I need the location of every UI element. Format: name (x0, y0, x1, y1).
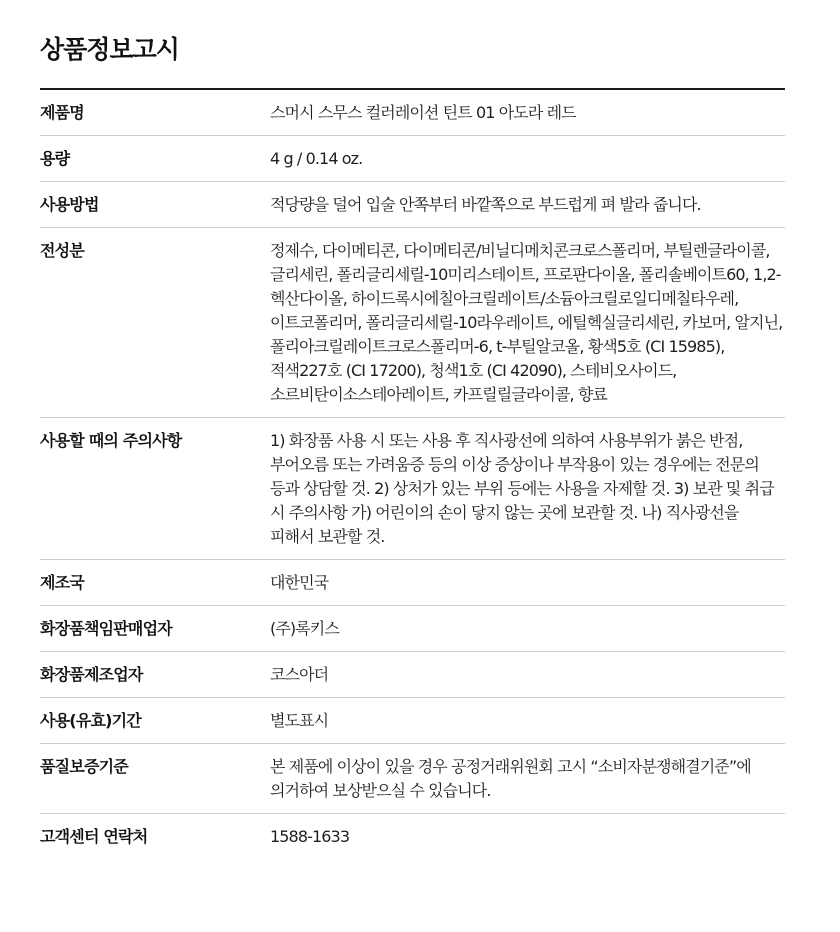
row-label: 화장품제조업자 (40, 665, 143, 684)
row-label: 화장품책임판매업자 (40, 619, 172, 638)
row-precautions (40, 418, 785, 560)
row-label: 제품명 (40, 103, 84, 122)
row-value: 별도표시 (270, 711, 329, 730)
row-customer-center (40, 814, 785, 859)
row-value: 대한민국 (270, 573, 329, 592)
info-table (40, 88, 785, 859)
row-expiry (40, 698, 785, 744)
row-label: 용량 (40, 149, 70, 168)
row-label: 품질보증기준 (40, 757, 128, 776)
row-label: 사용방법 (40, 195, 99, 214)
row-country (40, 560, 785, 606)
row-value: 본 제품에 이상이 있을 경우 공정거래위원회 고시 “소비자분쟁해결기준”에 의거하여 보상받으실 수 있습니다. (270, 757, 751, 800)
row-label: 사용할 때의 주의사항 (40, 431, 182, 450)
row-usage (40, 182, 785, 228)
row-product-name (40, 90, 785, 136)
row-value: 코스아더 (270, 665, 329, 684)
row-value: 스머시 스무스 컬러레이션 틴트 01 아도라 레드 (270, 103, 576, 122)
row-value: 1588-1633 (270, 827, 350, 846)
page-title: 상품정보고시 (40, 35, 179, 64)
row-volume (40, 136, 785, 182)
row-quality-standard (40, 744, 785, 814)
row-value: 4 g / 0.14 oz. (270, 149, 363, 168)
row-manufacturer (40, 652, 785, 698)
row-value: 1) 화장품 사용 시 또는 사용 후 직사광선에 의하여 사용부위가 붉은 반점, 부어오름 또는 가려움증 등의 이상 증상이나 부작용이 있는 경우에는 전문의 등과 상담할 것. 2) 상처가 있는 부위 등에는 사용을 자제할 것. 3) 보관 및 취급 시 주의사항 가) 어린이의 손이 닿지 않는 곳에 보관할 것. 나) 직사광선을 피해서 보관할 것. (270, 431, 774, 546)
row-distributor (40, 606, 785, 652)
row-label: 고객센터 연락처 (40, 827, 148, 846)
row-label: 전성분 (40, 241, 84, 260)
row-label: 사용(유효)기간 (40, 711, 141, 730)
row-label: 제조국 (40, 573, 84, 592)
row-value: 적당량을 덜어 입술 안쪽부터 바깥쪽으로 부드럽게 펴 발라 줍니다. (270, 195, 701, 214)
row-ingredients (40, 228, 785, 418)
row-value: 정제수, 다이메티콘, 다이메티콘/비닐디메치콘크로스폴리머, 부틸렌글라이콜, 글리세린, 폴리글리세릴-10미리스테이트, 프로판다이올, 폴리솔베이트60, 1,2-헥산다이올, 하이드록시에칠아크릴레이트/소듐아크릴로일디메칠타우레, 이트코폴리머, 폴리글리세릴-10라우레이트, 에틸헥실글리세린, 카보머, 알지닌, 폴리아크릴레이트크로스폴리머-6, t-부틸알코올, 황색5호 (CI 15985), 적색227호 (CI 17200), 청색1호 (CI 42090), 스테비오사이드, 소르비탄이소스테아레이트, 카프릴릴글라이콜, 향료 (270, 241, 783, 404)
row-value: (주)록키스 (270, 619, 339, 638)
